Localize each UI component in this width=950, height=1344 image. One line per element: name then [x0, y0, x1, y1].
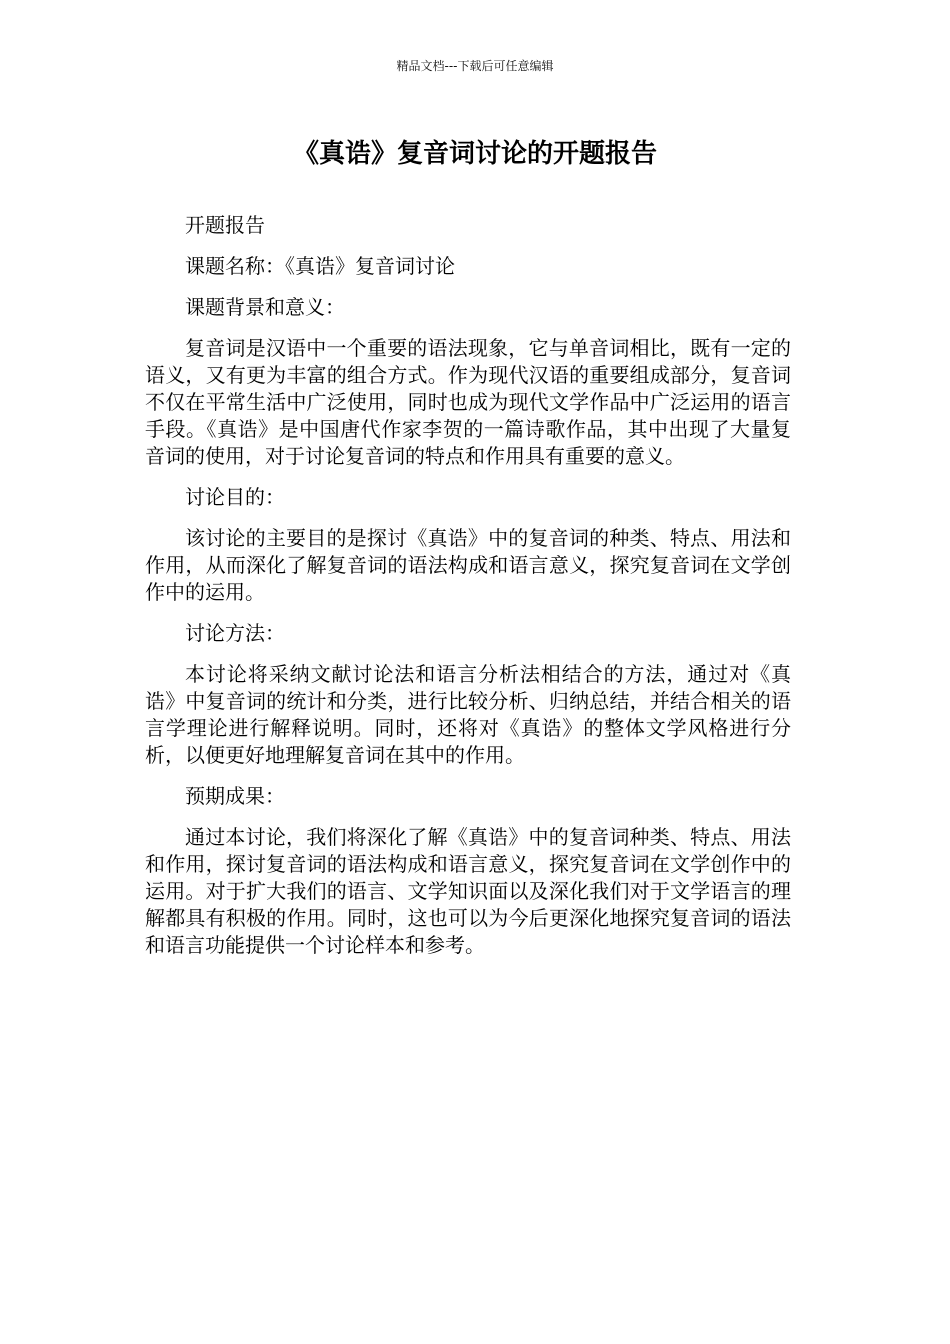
- document-title: 《真诰》复音词讨论的开题报告: [292, 139, 657, 169]
- header-note: 精品文档---下载后可任意编辑: [396, 59, 554, 73]
- section-heading-background: 课题背景和意义：: [185, 295, 345, 319]
- topic-name-line: 课题名称：《真诰》复音词讨论: [185, 254, 455, 278]
- section-heading-method: 讨论方法：: [185, 621, 285, 645]
- section-label-report: 开题报告: [185, 213, 265, 237]
- paragraph-purpose: 该讨论的主要目的是探讨《真诰》中的复音词的种类、特点、用法和作用，从而深化了解复音词的语法构成和语言意义，探究复音词在文学创作中的运用。: [145, 526, 791, 604]
- section-heading-outcome: 预期成果：: [185, 784, 285, 808]
- paragraph-method: 本讨论将采纳文献讨论法和语言分析法相结合的方法，通过对《真诰》中复音词的统计和分类，进行比较分析、归纳总结，并结合相关的语言学理论进行解释说明。同时，还将对《真诰》的整体文学风格进行分析，以便更好地理解复音词在其中的作用。: [145, 662, 791, 767]
- paragraph-outcome: 通过本讨论，我们将深化了解《真诰》中的复音词种类、特点、用法和作用，探讨复音词的语法构成和语言意义，探究复音词在文学创作中的运用。对于扩大我们的语言、文学知识面以及深化我们对于文学语言的理解都具有积极的作用。同时，这也可以为今后更深化地探究复音词的语法和语言功能提供一个讨论样本和参考。: [145, 825, 791, 957]
- paragraph-background: 复音词是汉语中一个重要的语法现象，它与单音词相比，既有一定的语义，又有更为丰富的组合方式。作为现代汉语的重要组成部分，复音词不仅在平常生活中广泛使用，同时也成为现代文学作品中广泛运用的语言手段。《真诰》是中国唐代作家李贺的一篇诗歌作品，其中出现了大量复音词的使用，对于讨论复音词的特点和作用具有重要的意义。: [145, 336, 791, 468]
- section-heading-purpose: 讨论目的：: [185, 485, 285, 509]
- document-body: [145, 212, 791, 973]
